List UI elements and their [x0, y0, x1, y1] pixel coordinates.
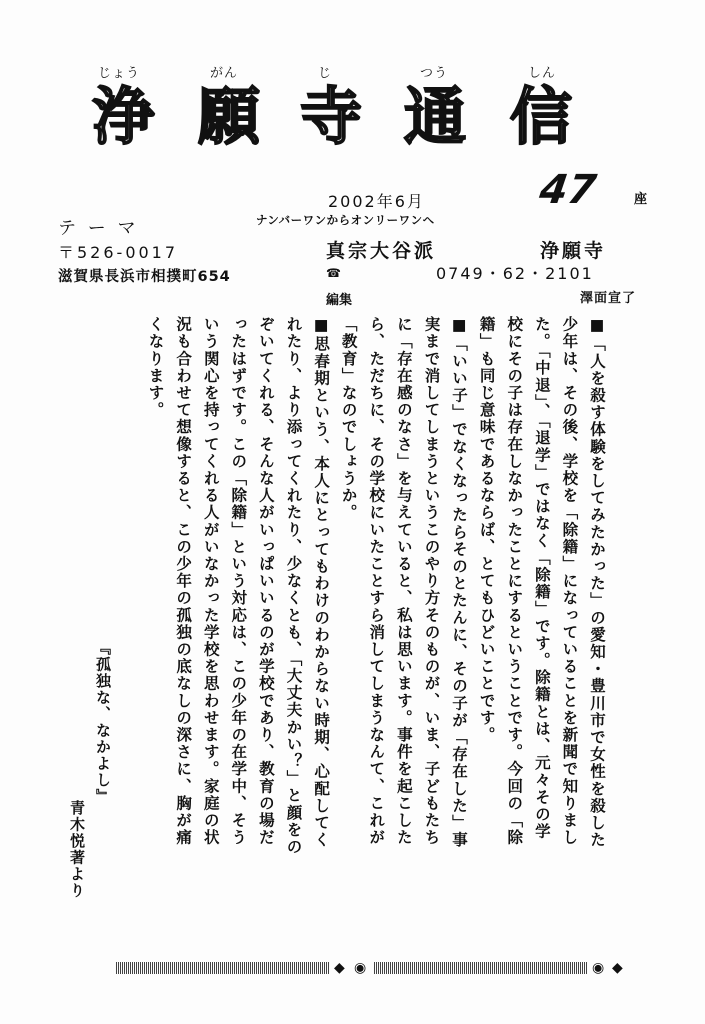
quote-title: 『孤独な、なかよし』 [94, 640, 112, 805]
issue-date: 2002年6月 [328, 192, 425, 211]
temple-name: 浄願寺 [540, 240, 607, 262]
phone-icon: ☎ [326, 266, 341, 280]
footer-ornament-left-icon: ◆ [334, 960, 345, 976]
phone-number: 0749・62・2101 [436, 264, 594, 283]
address: 滋賀県長浜市相撲町654 [58, 269, 231, 285]
ruby-gan: がん [210, 66, 239, 81]
title-char-4: 通 [404, 80, 467, 153]
footer-ornament-mid2-icon: ◉ [592, 960, 605, 976]
editor-label: 編集 [326, 293, 353, 308]
ruby-shin: しん [528, 66, 557, 81]
footer-ornament-right-icon: ◆ [612, 960, 623, 976]
title-char-5: 信 [510, 80, 573, 153]
issue-suffix: 座 [634, 192, 648, 207]
title-char-1: 浄 [92, 80, 155, 153]
ruby-jou: じょう [98, 66, 141, 81]
title-char-3: 寺 [300, 80, 363, 153]
footer-ornament-mid-icon: ◉ [354, 960, 367, 976]
bullet-square-icon: ■ [312, 316, 331, 336]
article-paragraph-3: ■思春期という、本人にとってもわけのわからない時期、心配してくれたり、より添ってくれたり、少なくとも、「大丈夫かい？」と顔をのぞいてくれる、そんな人がいっぱいいるのが学校であり、教育の場だったはずです。この「除籍」という対応は、この少年の在学中、そういう関心を持ってくれる人がいなかった学校を思わせます。家庭の状況も合わせて想像すると、この少年の孤独の底なしの深さに、胸が痛くなります。 [146, 316, 331, 856]
quote-attribution: 青木悦著より [68, 800, 86, 899]
footer-rule-right [374, 962, 588, 974]
footer-rule-left [116, 962, 330, 974]
quote-source [56, 640, 116, 900]
postal-code: 〒526-0017 [58, 243, 179, 262]
editor-name: 澤面宣了 [580, 291, 637, 306]
sect-name: 真宗大谷派 [326, 240, 437, 262]
bullet-square-icon: ■ [450, 316, 469, 336]
ruby-ji: じ [318, 66, 333, 81]
theme-text: ナンバーワンからオンリーワンへ [256, 213, 435, 227]
issue-number: 47 [536, 167, 599, 213]
article-body [140, 316, 610, 856]
ruby-tsuu: つう [420, 66, 449, 81]
article-paragraph-2: ■「いい子」でなくなったらそのとたんに、その子が「存在した」事実まで消してしまうというこのやり方そのものが、いま、子どもたちに「存在感のなさ」を与えていると、私は思います。事件を起こしたら、ただちに、その学校にいたことすら消してしまうなんて、これが「教育」なのでしょうか。 [339, 316, 469, 849]
article-paragraph-1: ■「人を殺す体験をしてみたかった」の愛知・豊川市で女性を殺した少年は、その後、学校を「除籍」になっていることを新聞で知りました。「中退」、「退学」ではなく「除籍」です。除籍とは、元々その学校にその子は存在しなかったことにするということです。今回の「除籍」も同じ意味であるならば、とてもひどいことです。 [477, 316, 606, 849]
title-char-2: 願 [198, 80, 261, 153]
bullet-square-icon: ■ [588, 316, 606, 336]
theme-label: テ ー マ [58, 218, 139, 239]
